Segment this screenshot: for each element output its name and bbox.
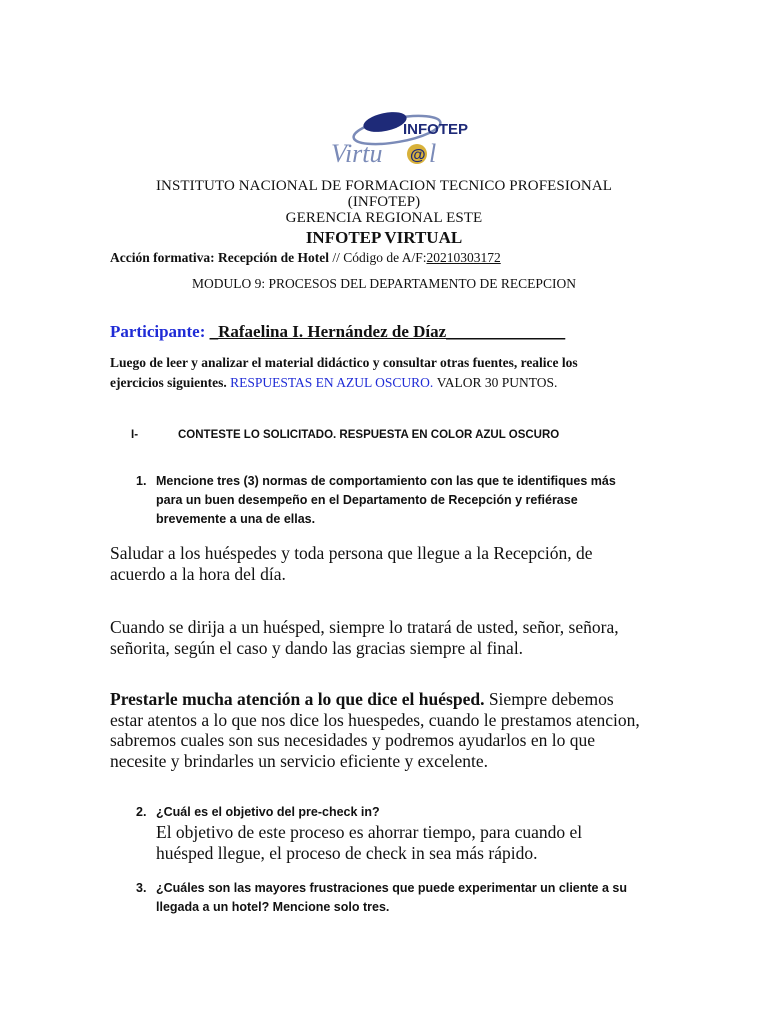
participant-line [110,322,565,342]
infotep-virtual-logo [325,108,469,170]
q1-text: Mencione tres (3) normas de comportamiento con las que te identifiques más para un buen desempeño en el Departamento de Recepción y refiérase brevemente a una de ellas. [156,474,616,526]
q2-question: ¿Cuál es el objetivo del pre-check in? [156,805,380,819]
codigo-value: 20210303172 [426,250,501,265]
institution-name: INSTITUTO NACIONAL DE FORMACION TECNICO PROFESIONAL [155,178,613,194]
q1-number: 1. [136,474,147,488]
instructions [110,353,670,393]
svg-text:@: @ [410,147,426,164]
svg-text:INFOTEP: INFOTEP [403,121,469,138]
institution-acronym: (INFOTEP) [347,194,421,210]
instructions-line1: Luego de leer y analizar el material didáctico y consultar otras fuentes, realice los [110,355,578,370]
answer1-emphasis: Prestarle mucha atención a lo que dice el huésped. [110,689,485,709]
module-title: MODULO 9: PROCESOS DEL DEPARTAMENTO DE RECEPCION [192,276,576,291]
answer1-paragraph2: Cuando se dirija a un huésped, siempre lo tratará de usted, señor, señora, señorita, según el caso y dando las gracias siempre al final. [110,617,619,658]
answer1-paragraph1: Saludar a los huéspedes y toda persona que llegue a la Recepción, de acuerdo a la hora del día. [110,543,593,584]
instructions-blue-note: RESPUESTAS EN AZUL OSCURO. [230,375,434,390]
participant-name: _Rafaelina I. Hernández de Díaz______________ [209,322,566,341]
q3-number: 3. [136,881,147,895]
regional-office: GERENCIA REGIONAL ESTE [285,210,483,226]
instructions-line2: ejercicios siguientes. RESPUESTAS EN AZUL OSCURO. VALOR 30 PUNTOS. [110,375,558,390]
q3-text: ¿Cuáles son las mayores frustraciones que puede experimentar un cliente a su llegada a un hotel? Mencione solo tres. [156,881,627,914]
svg-text:l: l [429,139,437,168]
participant-label: Participante: [110,322,206,341]
svg-text:Virtu: Virtu [331,139,383,168]
q2-answer: El objetivo de este proceso es ahorrar tiempo, para cuando el huésped llegue, el proceso de check in sea más rápido. [156,822,583,863]
section-number: I- [131,429,139,441]
section-title: CONTESTE LO SOLICITADO. RESPUESTA EN COLOR AZUL OSCURO [178,429,560,441]
q2-number: 2. [136,805,147,819]
accion-label: Acción formativa: [110,250,215,265]
codigo-label: // Código de A/F: [332,250,427,265]
course-line [110,250,501,266]
platform-title: INFOTEP VIRTUAL [305,228,463,247]
accion-value: Recepción de Hotel [217,250,329,265]
answer1-paragraph3: Prestarle mucha atención a lo que dice el huésped. Siempre debemos estar atentos a lo que nos dice los huespedes, cuando le prestamos atencion, sabremos cuales son sus necesidades y podremos ayudarlos en lo que necesite y brindarles un servicio eficiente y excelente. [110,689,640,771]
